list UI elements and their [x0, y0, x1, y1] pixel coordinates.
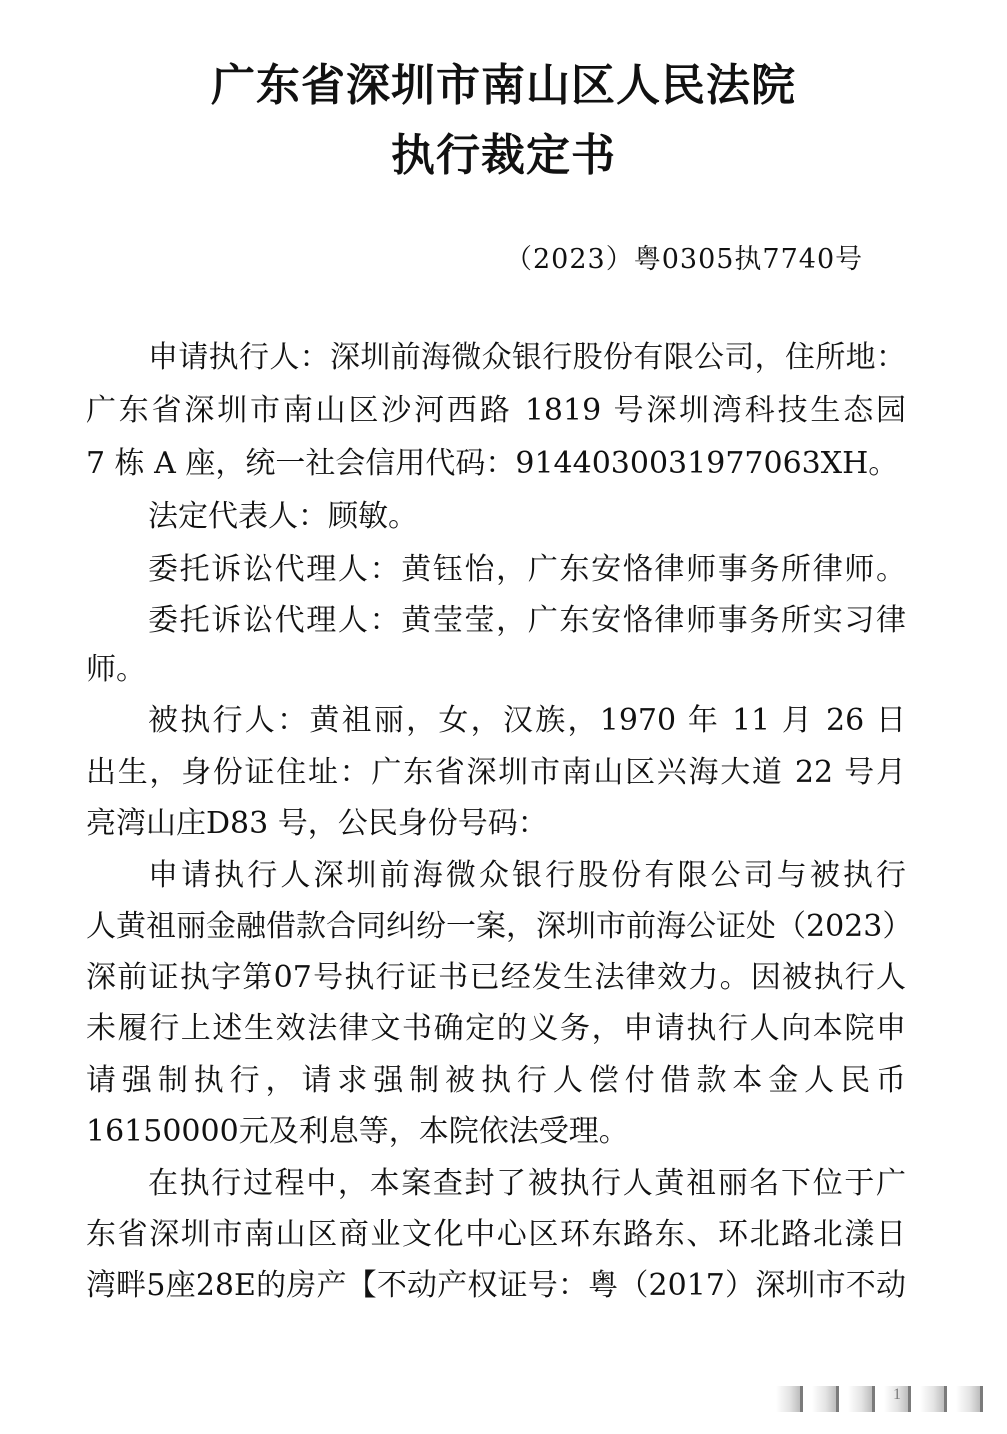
paragraph-line: 法定代表人：顾敏。 — [148, 499, 418, 534]
paragraph-line: 请强制执行，请求强制被执行人偿付借款本金人民币 — [86, 1063, 906, 1098]
paragraph-line: 委托诉讼代理人：黄莹莹，广东安恪律师事务所实习律 — [148, 603, 906, 638]
court-name-title: 广东省深圳市南山区人民法院 — [211, 60, 796, 111]
paragraph-line: 亮湾山庄D83 号，公民身份号码： — [86, 806, 548, 841]
paragraph-line: 师。 — [86, 652, 146, 687]
page-edge-icon — [881, 1386, 911, 1412]
page-edge-icon — [845, 1386, 875, 1412]
page-edge-icon — [917, 1386, 947, 1412]
paragraph-line: 委托诉讼代理人：黄钰怡，广东安恪律师事务所律师。 — [148, 552, 906, 587]
document-type-title: 执行裁定书 — [391, 130, 616, 181]
paragraph-line: 在执行过程中，本案查封了被执行人黄祖丽名下位于广 — [148, 1166, 906, 1201]
page-edge-icon — [773, 1386, 803, 1412]
paragraph-line: 7 栋 A 座，统一社会信用代码：9144030031977063XH。 — [86, 446, 899, 481]
paragraph-line: 出生，身份证住址：广东省深圳市南山区兴海大道 22 号月 — [86, 755, 906, 790]
paragraph-line: 16150000元及利息等，本院依法受理。 — [86, 1114, 629, 1149]
page-edge-icon — [809, 1386, 839, 1412]
paragraph-line: 广东省深圳市南山区沙河西路 1819 号深圳湾科技生态园 — [86, 393, 906, 428]
page-edge-icon — [953, 1386, 983, 1412]
paragraph-line: 东省深圳市南山区商业文化中心区环东路东、环北路北漾日 — [86, 1217, 906, 1252]
paragraph-line: 未履行上述生效法律文书确定的义务，申请执行人向本院申 — [86, 1011, 906, 1046]
paragraph-line: 申请执行人：深圳前海微众银行股份有限公司，住所地： — [148, 340, 906, 375]
page-stack-indicator — [773, 1386, 983, 1412]
paragraph-line: 湾畔5座28E的房产【不动产权证号：粤（2017）深圳市不动 — [86, 1268, 906, 1303]
case-number: （2023）粤0305执7740号 — [505, 244, 864, 275]
paragraph-line: 深前证执字第07号执行证书已经发生法律效力。因被执行人 — [86, 960, 906, 995]
paragraph-line: 申请执行人深圳前海微众银行股份有限公司与被执行 — [148, 858, 906, 893]
paragraph-line: 被执行人：黄祖丽，女，汉族，1970 年 11 月 26 日 — [148, 703, 906, 738]
paragraph-line: 人黄祖丽金融借款合同纠纷一案，深圳市前海公证处（2023） — [86, 909, 913, 944]
